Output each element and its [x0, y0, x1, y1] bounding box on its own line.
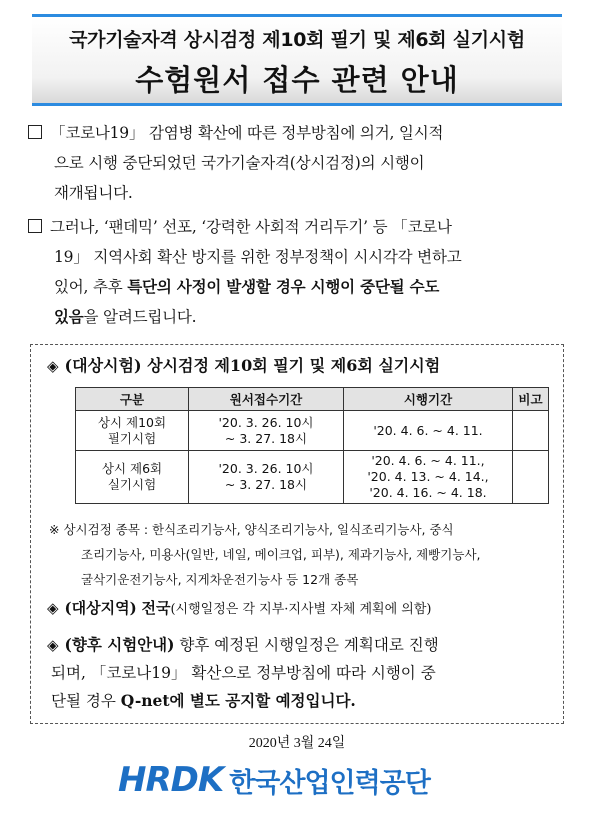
note-mark: ※: [49, 522, 60, 537]
emphasis-text: Q-net에 별도 공지할 예정입니다.: [120, 691, 356, 710]
table-header-row: [76, 388, 549, 411]
period-cell: '20. 4. 6. ~ 4. 11.: [344, 411, 513, 451]
note-line: 굴삭기운전기능사, 지게차운전기능사 등 12개 종목: [81, 572, 359, 587]
target-region: [47, 597, 431, 618]
region-detail: (시행일정은 각 지부·지사별 자체 계획에 의함): [170, 602, 432, 617]
emphasis-text: 특단의 사정이 발생할 경우 시행이 중단될 수도: [127, 277, 440, 296]
diamond-bullet-icon: ◈: [47, 599, 59, 617]
future-line: 되며, 「코로나19」 확산으로 정부방침에 따라 시행이 중: [51, 664, 436, 682]
period-cell: '20. 4. 6. ~ 4. 11., '20. 4. 13. ~ 4. 14., '20. 4. 16. ~ 4. 18.: [344, 451, 513, 504]
future-label: (향후 시험안내): [64, 635, 175, 654]
schedule-table: [75, 387, 549, 504]
paragraph-line: 있어, 추후: [54, 278, 128, 296]
exam-items-note: [49, 517, 553, 592]
column-header: 비고: [513, 388, 549, 411]
title-banner: [32, 14, 562, 106]
note-line: 상시검정 종목 : 한식조리기능사, 양식조리기능사, 일식조리기능사, 중식: [63, 522, 454, 537]
column-header: 원서접수기간: [189, 388, 344, 411]
region-value: 전국: [141, 599, 171, 617]
paragraph-notice: [28, 212, 558, 332]
paragraph-line: 그러나, ‘팬데믹’ 선포, ‘강력한 사회적 거리두기’ 등 「코로나: [50, 218, 452, 236]
target-exam-heading: ◈ (대상시험) 상시검정 제10회 필기 및 제6회 실기시험: [47, 356, 441, 375]
application-cell: '20. 3. 26. 10시 ~ 3. 27. 18시: [189, 411, 344, 451]
document-title: 수험원서 접수 관련 안내: [135, 63, 459, 97]
future-line: 향후 예정된 시행일정은 계획대로 진행: [179, 636, 439, 654]
future-exam-notice: [47, 631, 553, 715]
note-line: 조리기능사, 미용사(일반, 네일, 메이크업, 피부), 제과기능사, 제빵기능사,: [81, 547, 481, 562]
category-cell: 상시 제10회 필기시험: [76, 411, 189, 451]
future-line: 단될 경우: [51, 692, 121, 710]
paragraph-line: 19」 지역사회 확산 방지를 위한 정부정책이 시시각각 변하고: [54, 248, 462, 266]
emphasis-text: 있음: [54, 307, 84, 326]
note-cell: [513, 411, 549, 451]
exam-info-box: [30, 344, 564, 724]
hrdk-logo-mark: HRDK: [118, 760, 224, 800]
checkbox-bullet-icon: [28, 125, 42, 139]
checkbox-bullet-icon: [28, 219, 42, 233]
paragraph-line: 「코로나19」 감염병 확산에 따른 정부방침에 의거, 일시적: [50, 124, 444, 142]
diamond-bullet-icon: ◈: [47, 636, 59, 654]
paragraph-line: 재개됩니다.: [54, 184, 133, 202]
application-cell: '20. 3. 26. 10시 ~ 3. 27. 18시: [189, 451, 344, 504]
column-header: 시행기간: [344, 388, 513, 411]
note-cell: [513, 451, 549, 504]
category-cell: 상시 제6회 실기시험: [76, 451, 189, 504]
region-label: (대상지역): [64, 599, 137, 617]
table-row: [76, 411, 549, 451]
diamond-bullet-icon: ◈: [47, 357, 59, 375]
paragraph-line: 을 알려드립니다.: [83, 308, 197, 326]
organization-name: 한국산업인력공단: [229, 767, 430, 799]
column-header: 구분: [76, 388, 189, 411]
table-row: [76, 451, 549, 504]
document-date: 2020년 3월 24일: [248, 736, 346, 751]
document-subtitle: 국가기술자격 상시검정 제10회 필기 및 제6회 실기시험: [69, 29, 525, 51]
hrdk-logo: [118, 760, 430, 800]
paragraph-line: 으로 시행 중단되었던 국가기술자격(상시검정)의 시행이: [54, 154, 425, 172]
paragraph-resume: [28, 118, 558, 208]
